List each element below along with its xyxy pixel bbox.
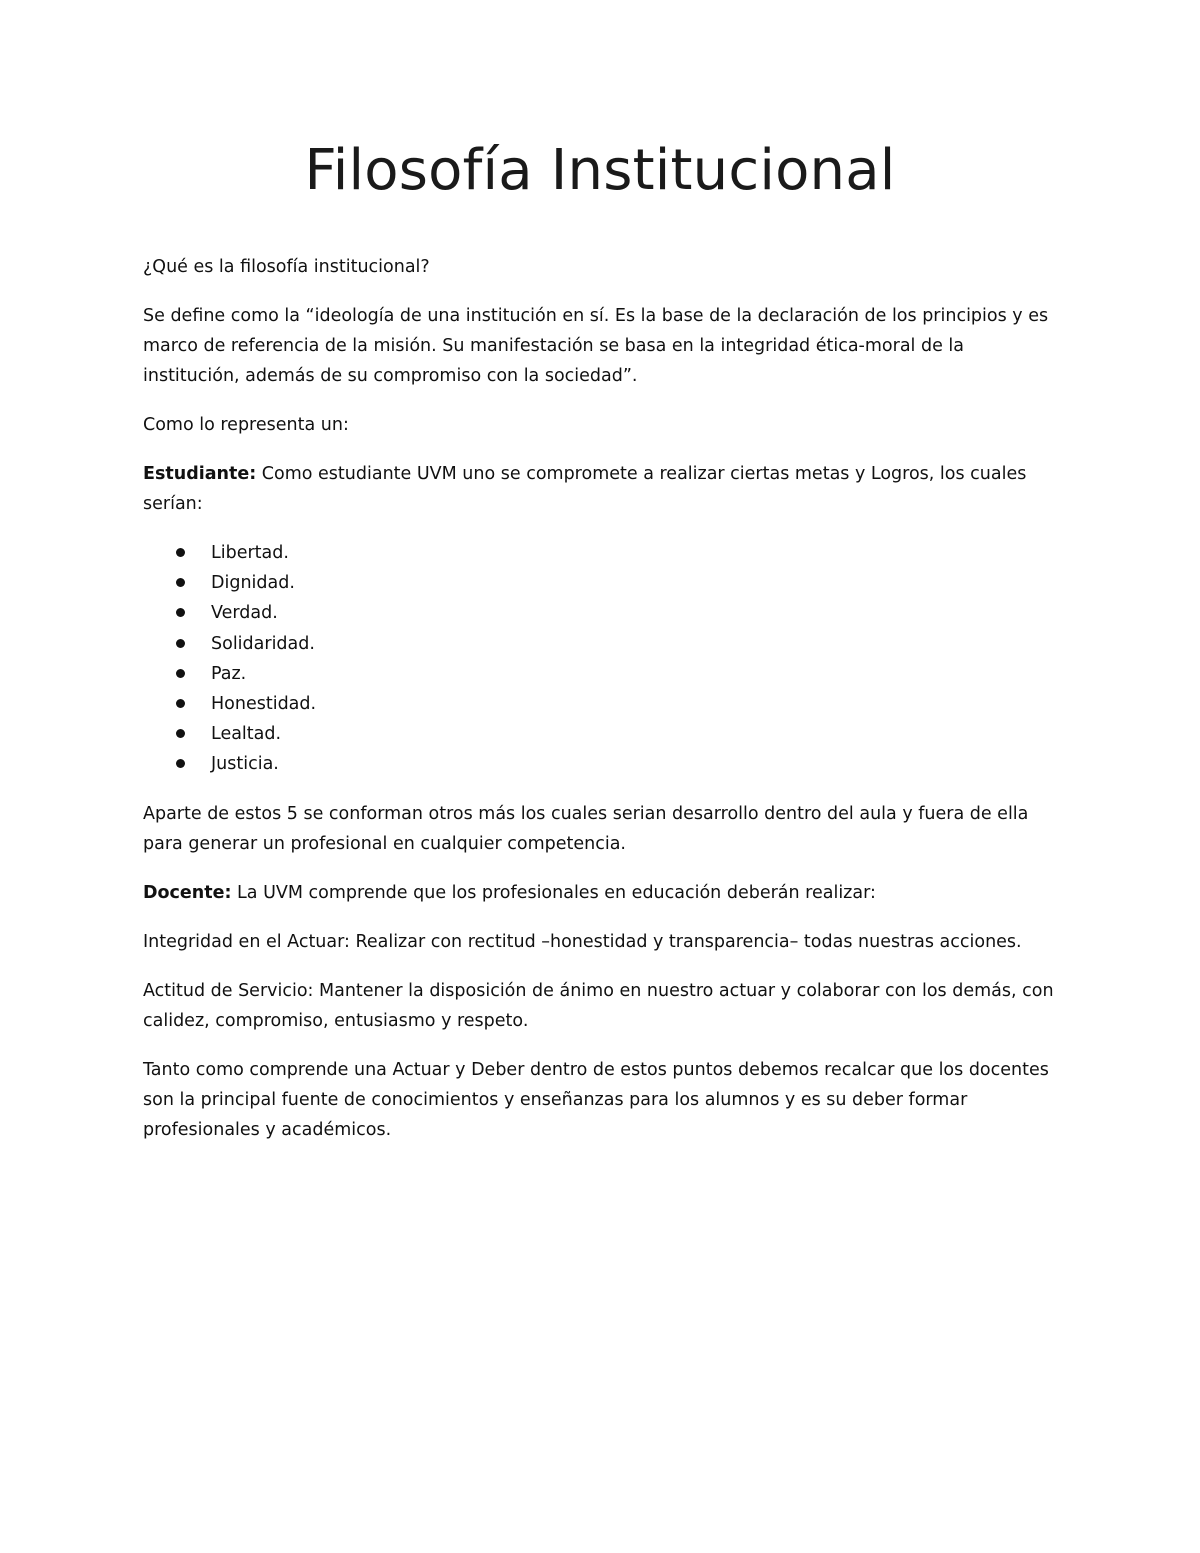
list-item-text: Dignidad. bbox=[211, 573, 295, 594]
aside-paragraph: Aparte de estos 5 se conforman otros más los cuales serian desarrollo dentro del aula y fuera de ella para generar un profesional en cualquier competencia. bbox=[143, 803, 1029, 854]
integrity-paragraph: Integridad en el Actuar: Realizar con rectitud –honestidad y transparencia– todas nuestras acciones. bbox=[143, 931, 1022, 952]
bullet-icon bbox=[176, 608, 185, 617]
teacher-text: La UVM comprende que los profesionales en educación deberán realizar: bbox=[231, 882, 876, 903]
list-item bbox=[143, 568, 1063, 598]
student-label: Estudiante: bbox=[143, 464, 257, 484]
student-text: Como estudiante UVM uno se compromete a realizar ciertas metas y Logros, los cuales serían: bbox=[143, 464, 1027, 514]
bullet-icon bbox=[176, 729, 185, 738]
document-body bbox=[143, 252, 1063, 1164]
conclusion-paragraph: Tanto como comprende una Actuar y Deber dentro de estos puntos debemos recalcar que los docentes son la principal fuente de conocimientos y enseñanzas para los alumnos y es su deber formar profesionales y académicos. bbox=[143, 1059, 1049, 1140]
list-item bbox=[143, 538, 1063, 568]
bullet-icon bbox=[176, 548, 185, 557]
list-item bbox=[143, 689, 1063, 719]
document-title: Filosofía Institucional bbox=[304, 138, 896, 203]
bullet-icon bbox=[176, 578, 185, 587]
service-paragraph: Actitud de Servicio: Mantener la disposición de ánimo en nuestro actuar y colaborar con los demás, con calidez, compromiso, entusiasmo y respeto. bbox=[143, 980, 1054, 1031]
list-item bbox=[143, 719, 1063, 749]
list-item-text: Libertad. bbox=[211, 543, 289, 563]
bullet-icon bbox=[176, 699, 185, 708]
teacher-paragraph bbox=[143, 878, 1063, 908]
list-item-text: Justicia. bbox=[211, 754, 279, 775]
question-paragraph: ¿Qué es la filosofía institucional? bbox=[143, 257, 430, 277]
teacher-label: Docente: bbox=[143, 882, 232, 903]
student-paragraph bbox=[143, 459, 1063, 519]
list-item bbox=[143, 629, 1063, 659]
list-item-text: Verdad. bbox=[211, 603, 278, 624]
list-item bbox=[143, 598, 1063, 628]
list-item-text: Paz. bbox=[211, 663, 247, 684]
values-list bbox=[143, 538, 1063, 780]
list-item-text: Solidaridad. bbox=[211, 633, 315, 654]
bullet-icon bbox=[176, 669, 185, 678]
bullet-icon bbox=[176, 759, 185, 768]
represented-by-paragraph: Como lo representa un: bbox=[143, 415, 349, 435]
list-item-text: Honestidad. bbox=[211, 694, 317, 715]
definition-paragraph: Se define como la “ideología de una institución en sí. Es la base de la declaración de los principios y es marco de referencia de la misión. Su manifestación se basa en la integridad ética-moral de la institución, además de su compromiso con la sociedad”. bbox=[143, 306, 1049, 386]
bullet-icon bbox=[176, 639, 185, 648]
list-item-text: Lealtad. bbox=[211, 724, 282, 745]
list-item bbox=[143, 749, 1063, 779]
list-item bbox=[143, 659, 1063, 689]
